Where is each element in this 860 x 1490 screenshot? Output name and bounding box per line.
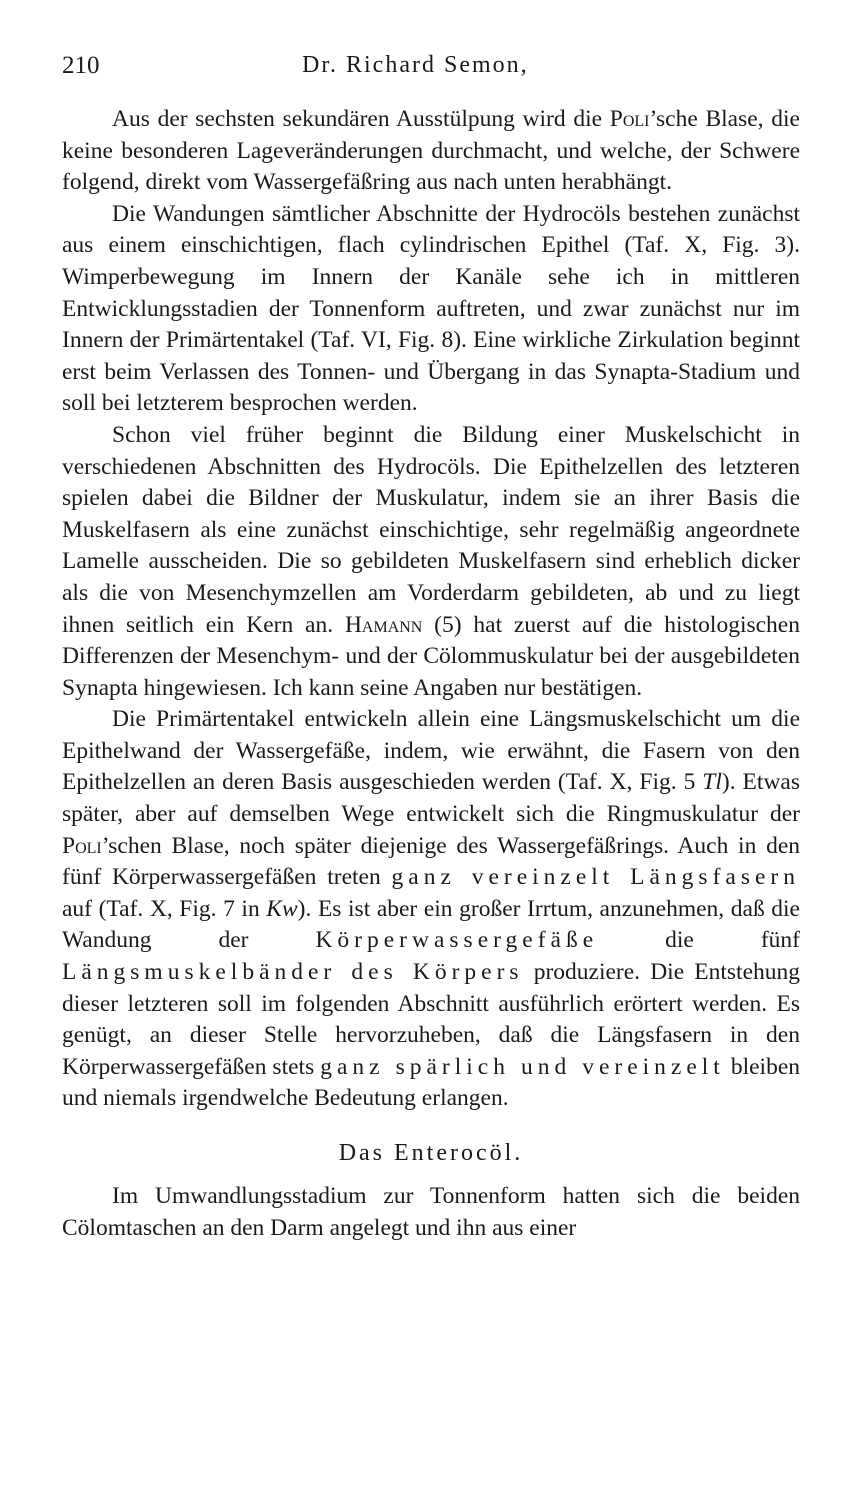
text-segment: auf (Taf. X, Fig. 7 in (62, 895, 267, 922)
page-number: 210 (62, 52, 100, 79)
text-segment: ’schen Blase, noch später diejenige des Wassergefäßrings. Auch in den fünf Körperwassergefäßen treten (62, 832, 800, 891)
text-segment: Die Wandungen sämtlicher Abschnitte der Hydrocöls bestehen zunächst aus einem einschichtigen, flach cylindrischen Epithel (Taf. X, Fig. 3). Wimperbewegung im Innern der Kanäle sehe ich in mittleren Entwicklungsstadien der Tonnenform auftreten, und zwar zunächst nur im Innern der Primärtentakel (Taf. VI, Fig. 8). Eine wirkliche Zirkulation beginnt erst beim Verlassen des Tonnen- und Übergang in das Synapta-Stadium und soll bei letzterem besprochen werden. (62, 200, 800, 417)
text-segment: ). Etwas später, aber auf demselben Wege entwickelt sich die Ringmuskulatur der (62, 769, 800, 828)
paragraphs-after-heading (62, 1181, 800, 1244)
paragraph (62, 704, 800, 1115)
italic-label: Tl (702, 769, 722, 796)
spaced-emphasis: Körperwassergefäße (315, 927, 599, 954)
text-segment: Im Umwandlungsstadium zur Tonnenform hatten sich die beiden Cölomtaschen an den Darm angelegt und ihn aus einer (62, 1183, 800, 1241)
section-heading: Das Enterocöl. (338, 1140, 524, 1166)
paragraph (62, 199, 800, 420)
page-header (62, 52, 796, 92)
text-segment: Schon viel früher beginnt die Bildung einer Muskelschicht in verschiedenen Abschnitten des Hydrocöls. Die Epithelzellen des letzteren spielen dabei die Bildner der Muskulatur, indem sie an ihrer Basis die Muskelfasern als eine zunächst einschichtige, sehr regelmäßig angeordnete Lamelle ausscheiden. Die so gebildeten Muskelfasern sind erheblich dicker als die von Mesenchymzellen am Vorderdarm gebildeten, ab und zu liegt ihnen seitlich ein Kern an. (62, 421, 800, 638)
spaced-emphasis: Längsmuskelbänder des Körpers (62, 959, 524, 986)
text-segment: produziere. Die Entstehung dieser letzteren soll im folgenden Abschnitt ausführlich erörtert werden. Es genügt, an dieser Stelle hervorzuheben, daß die Längsfasern in den Körperwassergefäßen stets (62, 959, 800, 1080)
paragraphs-section (62, 104, 800, 1115)
text-segment: Die Primärtentakel entwickeln allein eine Längsmuskelschicht um die Epithelwand der Wassergefäße, indem, wie erwähnt, die Fasern von den Epithelzellen an deren Basis ausgeschieden werden (Taf. X, Fig. 5 (62, 706, 800, 796)
spaced-emphasis: ganz spärlich und vereinzelt (320, 1053, 725, 1080)
body-text (62, 104, 800, 1244)
paragraph (62, 1181, 800, 1244)
paragraph (62, 420, 800, 704)
text-segment: ’sche Blase, die keine besonderen Lageveränderungen durchmacht, und welche, der Schwere folgend, direkt vom Wassergefäßring aus nach unten herabhängt. (62, 106, 800, 196)
running-head: Dr. Richard Semon, (302, 52, 529, 78)
small-caps-name: Poli (62, 832, 102, 859)
paragraph (62, 104, 800, 199)
text-segment: ). Es ist aber ein großer Irrtum, anzunehmen, daß die Wandung der (62, 895, 800, 954)
small-caps-name: Poli (609, 106, 650, 132)
text-segment: Aus der sechsten sekundären Ausstülpung wird die (112, 106, 610, 132)
text-segment: (5) hat zuerst auf die histologischen Differenzen der Mesenchym- und der Cölommuskulatur bei der ausgebildeten Synapta hingewiesen. Ich kann seine Angaben nur bestätigen. (62, 611, 800, 701)
italic-label: Kw (266, 895, 298, 922)
text-segment: die fünf (598, 927, 800, 954)
small-caps-name: Hamann (344, 611, 423, 638)
spaced-emphasis: ganz vereinzelt Längsfasern (391, 864, 800, 891)
text-segment: bleiben und niemals irgendwelche Bedeutung erlangen. (62, 1053, 801, 1112)
